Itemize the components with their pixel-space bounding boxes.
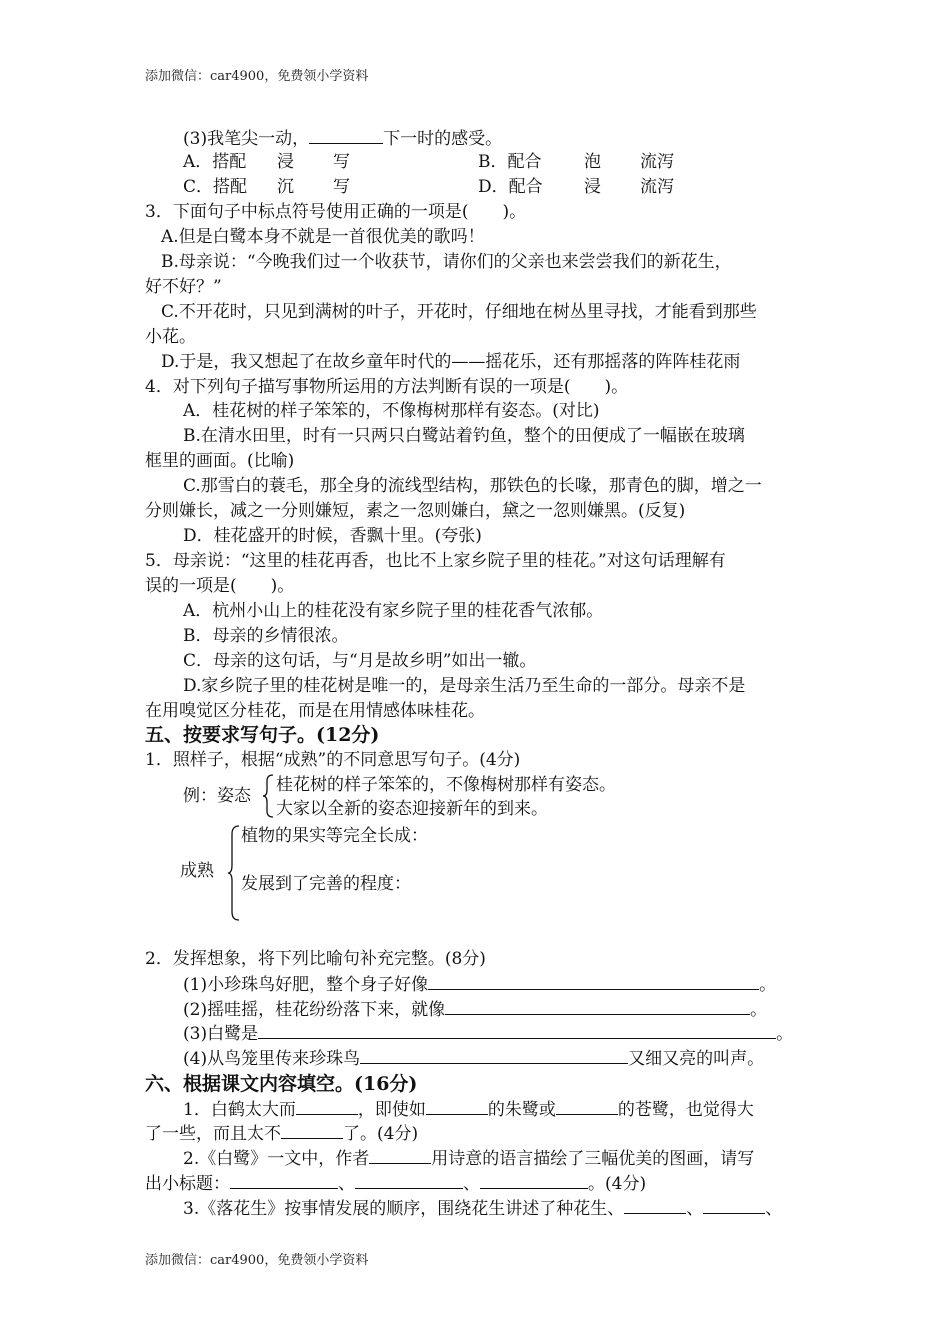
answer-blank[interactable] [556, 1098, 618, 1115]
q4-option-b[interactable]: B.在清水田里，时有一只两只白鹭站着钓鱼，整个的田便成了一幅嵌在玻璃 [183, 426, 745, 446]
answer-blank[interactable] [230, 1172, 338, 1189]
chengshu-word: 成熟 [180, 861, 214, 881]
answer-blank[interactable] [360, 1047, 628, 1064]
sec6-q2: 2.《白鹭》一文中，作者 用诗意的语言描绘了三幅优美的图画，请写 [183, 1149, 755, 1169]
q3-option-a[interactable]: A.但是白鹭本身不就是一首很优美的歌吗！ [161, 227, 485, 247]
q5-option-a[interactable]: A．杭州小山上的桂花没有家乡院子里的桂花香气浓郁。 [183, 601, 604, 621]
q3-option-b[interactable]: B.母亲说：“今晚我们过一个收获节，请你们的父亲也来尝尝我们的新花生， [161, 252, 732, 272]
q3-option-d[interactable]: D.于是，我又想起了在故乡童年时代的——摇花乐，还有那摇落的阵阵桂花雨 [161, 352, 741, 372]
q4-option-c[interactable]: C.那雪白的蓑毛，那全身的流线型结构，那铁色的长喙，那青色的脚，增之一 [183, 476, 762, 496]
answer-blank[interactable] [624, 1197, 686, 1214]
sec5-q2-stem: 2．发挥想象，将下列比喻句补充完整。(8分) [145, 949, 486, 969]
answer-blank[interactable] [480, 1172, 588, 1189]
q3-stem: 3．下面句子中标点符号使用正确的一项是( )。 [145, 202, 527, 222]
q3-option-c[interactable]: C.不开花时，只见到满树的叶子，开花时，仔细地在树丛里寻找，才能看到那些 [161, 302, 757, 322]
page-footer: 添加微信：car4900，免费领小学资料 [145, 1253, 369, 1268]
q2-3-stem: (3)我笔尖一动， 下一时的感受。 [183, 129, 503, 149]
example-label: 例：姿态 [183, 786, 251, 806]
meaning-1[interactable]: 植物的果实等完全长成： [241, 826, 428, 846]
q4-stem: 4．对下列句子描写事物所运用的方法判断有误的一项是( )。 [145, 377, 629, 397]
q2-3-option-c[interactable]: C．搭配 沉 写 [183, 177, 350, 197]
q3-option-b-cont: 好不好？” [145, 277, 222, 297]
q4-option-b-cont: 框里的画面。(比喻) [145, 451, 295, 471]
chengshu-brace [226, 824, 242, 922]
answer-blank[interactable] [369, 1147, 431, 1164]
q4-option-d[interactable]: D．桂花盛开的时候，香飘十里。(夸张) [183, 526, 482, 546]
example-brace [261, 773, 277, 819]
answer-blank[interactable] [428, 973, 759, 990]
simile-1: (1)小珍珠鸟好肥，整个身子好像 。 [183, 975, 777, 995]
q5-option-d-cont: 在用嗅觉区分桂花，而是在用情感体味桂花。 [145, 701, 485, 721]
answer-blank[interactable] [703, 1197, 765, 1214]
example-sentence-2: 大家以全新的姿态迎接新年的到来。 [276, 799, 548, 819]
answer-blank[interactable] [258, 1022, 776, 1039]
sec6-q3: 3.《落花生》按事情发展的顺序，围绕花生讲述了种花生、 、 、 [183, 1199, 783, 1219]
answer-blank[interactable] [426, 1098, 488, 1115]
page-header: 添加微信：car4900，免费领小学资料 [145, 69, 369, 84]
sec6-q2-cont: 出小标题： 、 、 。(4分) [145, 1174, 647, 1194]
answer-blank[interactable] [296, 1098, 358, 1115]
sec5-q1-stem: 1．照样子，根据“成熟”的不同意思写句子。(4分) [145, 750, 521, 770]
answer-blank[interactable] [445, 998, 750, 1015]
q3-option-c-cont: 小花。 [145, 327, 196, 347]
q2-3-option-d[interactable]: D．配合 浸 流泻 [478, 177, 674, 197]
answer-blank[interactable] [281, 1122, 343, 1139]
q5-stem: 5．母亲说：“这里的桂花再香，也比不上家乡院子里的桂花。”对这句话理解有 [145, 551, 726, 571]
q4-option-a[interactable]: A．桂花树的样子笨笨的，不像梅树那样有姿态。(对比) [183, 401, 600, 421]
section-6-title: 六、根据课文内容填空。(16分) [145, 1073, 418, 1095]
q2-3-option-a[interactable]: A．搭配 浸 写 [183, 152, 350, 172]
q2-3-option-b[interactable]: B．配合 泡 流泻 [478, 152, 674, 172]
simile-4: (4)从鸟笼里传来珍珠鸟 又细又亮的叫声。 [183, 1049, 765, 1069]
q5-option-d[interactable]: D.家乡院子里的桂花树是唯一的，是母亲生活乃至生命的一部分。母亲不是 [183, 676, 746, 696]
q5-stem-cont: 误的一项是( )。 [145, 576, 295, 596]
sec6-q1: 1．白鹤太大而 ，即使如 的朱鹭或 的苍鹭，也觉得大 [183, 1100, 754, 1120]
answer-blank[interactable] [355, 1172, 463, 1189]
sec6-q1-cont: 了一些，而且太不 了。(4分) [145, 1124, 419, 1144]
simile-2: (2)摇哇摇，桂花纷纷落下来，就像 。 [183, 1000, 768, 1020]
q5-option-c[interactable]: C．母亲的这句话，与“月是故乡明”如出一辙。 [183, 651, 537, 671]
answer-blank[interactable] [309, 127, 383, 144]
q5-option-b[interactable]: B．母亲的乡情很浓。 [183, 626, 349, 646]
section-5-title: 五、按要求写句子。(12分) [145, 724, 380, 746]
meaning-2[interactable]: 发展到了完善的程度： [241, 874, 411, 894]
example-sentence-1: 桂花树的样子笨笨的，不像梅树那样有姿态。 [276, 775, 616, 795]
simile-3: (3)白鹭是 。 [183, 1024, 794, 1044]
q4-option-c-cont: 分则嫌长，减之一分则嫌短，素之一忽则嫌白，黛之一忽则嫌黑。(反复) [145, 501, 686, 521]
